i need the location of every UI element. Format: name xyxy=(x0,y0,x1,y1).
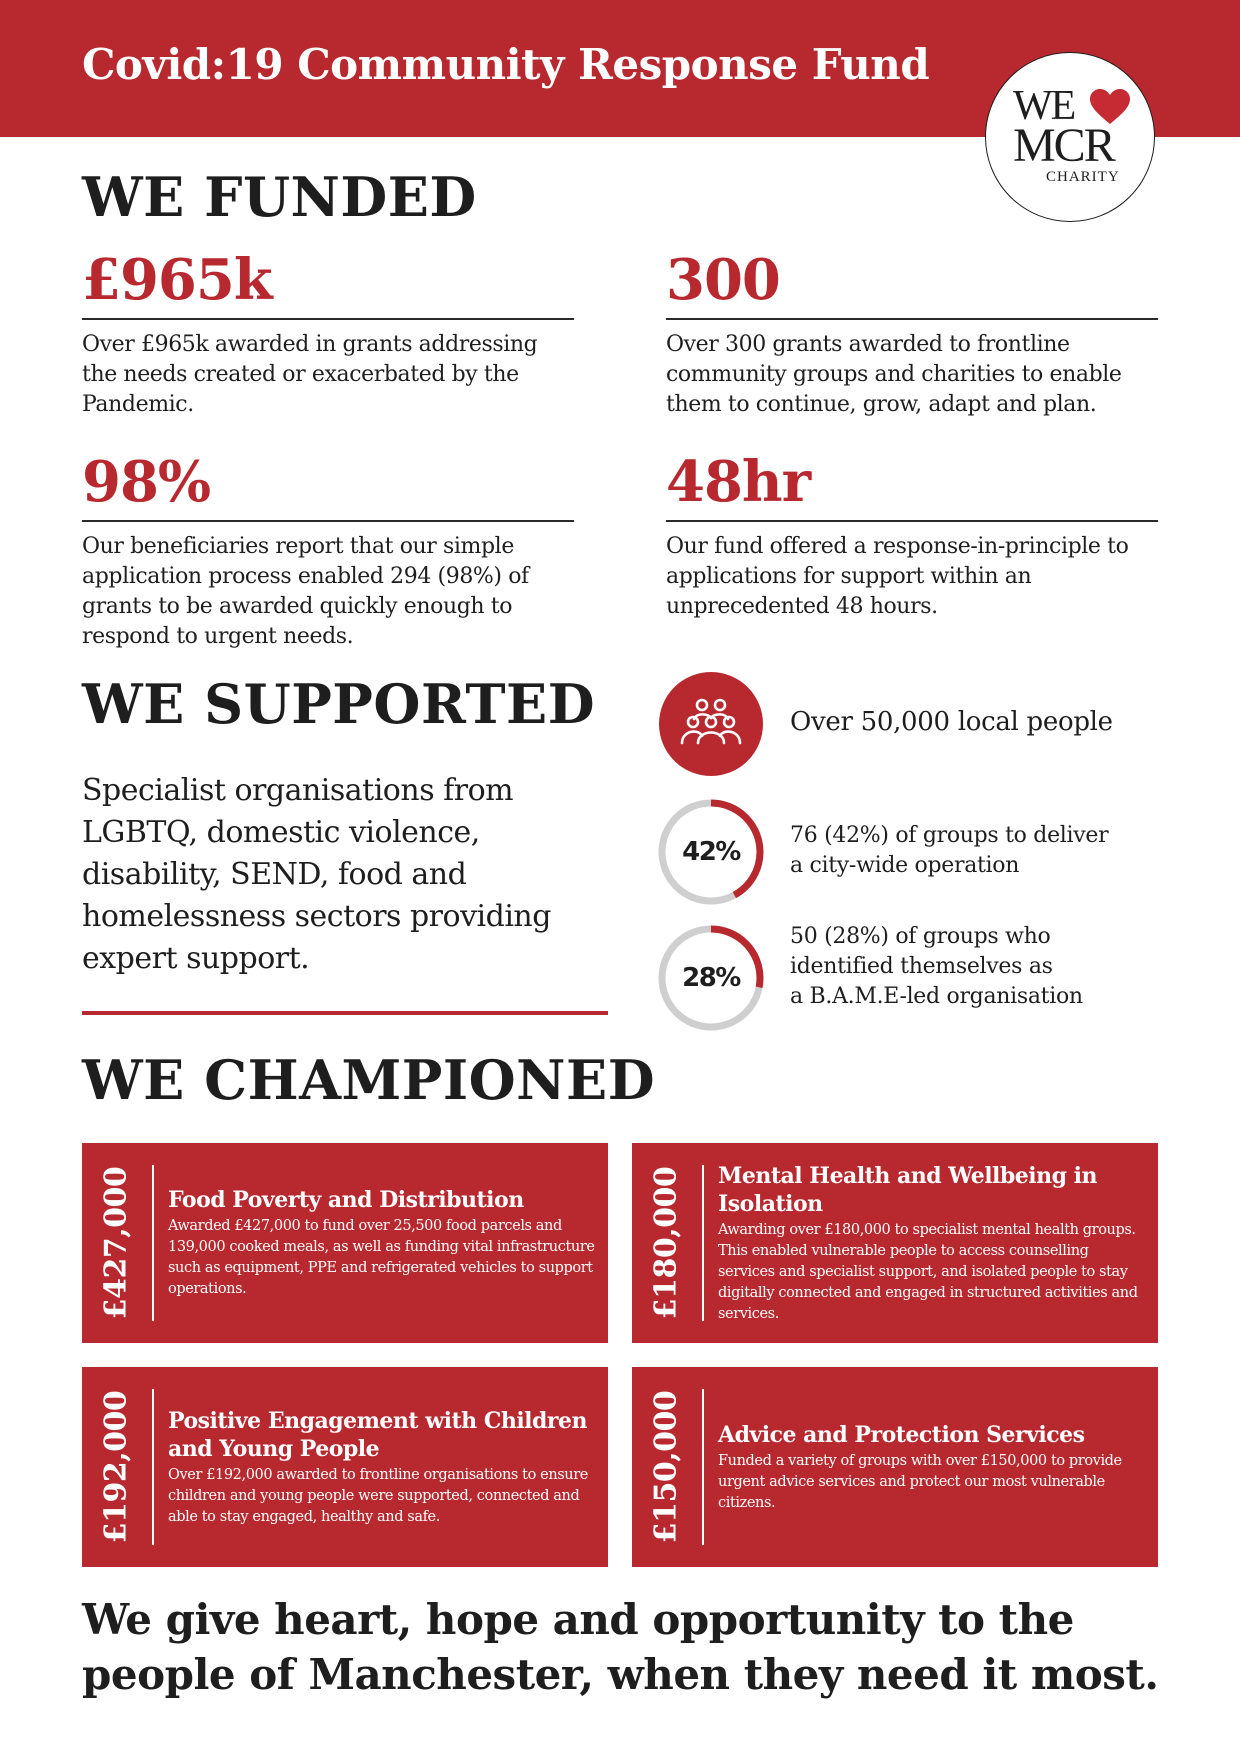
card-description: Awarding over £180,000 to specialist mental health groups. This enabled vulnerable people to access counselling services and specialist support, and isolated people to stay digitally connected and engaged in structured activities and services. xyxy=(718,1221,1138,1322)
card-description: Awarded £427,000 to fund over 25,500 food parcels and 139,000 cooked meals, as well as funding vital infrastructure such as equipment, PPE and refrigerated vehicles to support operations. xyxy=(168,1218,595,1297)
card-body xyxy=(168,1143,596,1343)
reach-text-line: identified themselves as xyxy=(790,954,1053,979)
stat-fast-awards xyxy=(82,449,574,652)
stat-description: Over 300 grants awarded to frontline community groups and charities to enable them to continue, grow, adapt and plan. xyxy=(666,332,1122,417)
footer-tagline: We give heart, hope and opportunity to the people of Manchester, when they need it most. xyxy=(82,1595,1159,1699)
stat-value: 48hr xyxy=(666,449,811,515)
reach-text: Over 50,000 local people xyxy=(790,707,1113,737)
stat-value: 98% xyxy=(82,449,211,515)
card-divider xyxy=(152,1165,154,1321)
stat-divider xyxy=(666,318,1158,320)
percent-label: 42% xyxy=(682,837,740,867)
champion-card-mental-health xyxy=(632,1143,1158,1343)
reach-text-line: a city-wide operation xyxy=(790,853,1020,878)
people-group-icon xyxy=(658,671,764,777)
percent-label: 28% xyxy=(682,963,740,993)
logo-charity-text: CHARITY xyxy=(1046,169,1120,185)
logo-we-text: WE xyxy=(1013,83,1075,129)
champion-card-young-people xyxy=(82,1367,608,1567)
we-love-mcr-logo xyxy=(985,52,1155,222)
we-funded-heading: WE FUNDED xyxy=(82,165,477,229)
page-title: Covid:19 Community Response Fund xyxy=(82,40,930,89)
card-title: Positive Engagement with Children and Young People xyxy=(168,1407,587,1462)
reach-text-line: a B.A.M.E-led organisation xyxy=(790,984,1083,1009)
logo-mcr-text: MCR xyxy=(1013,119,1114,172)
stat-description: Our beneficiaries report that our simple application process enabled 294 (98%) of grants to be awarded quickly enough to respond to urgent needs. xyxy=(82,534,529,649)
card-body xyxy=(718,1143,1146,1343)
stat-value: 300 xyxy=(666,247,780,313)
card-description: Funded a variety of groups with over £150,000 to provide urgent advice services and protect our most vulnerable citizens. xyxy=(718,1452,1122,1511)
card-body xyxy=(718,1367,1146,1567)
stat-grants-count xyxy=(666,247,1158,420)
stat-funds-awarded xyxy=(82,247,574,420)
card-divider xyxy=(152,1389,154,1545)
card-amount: £180,000 xyxy=(648,1166,684,1320)
card-title: Advice and Protection Services xyxy=(718,1421,1085,1448)
we-championed-heading: WE CHAMPIONED xyxy=(82,1048,656,1112)
card-amount: £192,000 xyxy=(98,1390,134,1544)
card-description: Over £192,000 awarded to frontline organisations to ensure children and young people were supported, connected and able to stay engaged, healthy and safe. xyxy=(168,1466,588,1525)
we-supported-heading: WE SUPPORTED xyxy=(82,672,596,736)
stat-response-time xyxy=(666,449,1158,622)
champion-card-food-poverty xyxy=(82,1143,608,1343)
card-amount: £150,000 xyxy=(648,1390,684,1544)
reach-citywide-groups xyxy=(658,799,1178,905)
card-divider xyxy=(702,1389,704,1545)
stat-divider xyxy=(82,318,574,320)
reach-text-line: 76 (42%) of groups to deliver xyxy=(790,823,1109,848)
stat-description: Our fund offered a response-in-principle to applications for support within an unprecedented 48 hours. xyxy=(666,534,1129,619)
reach-bame-groups xyxy=(658,925,1178,1031)
card-amount-wrap xyxy=(82,1143,150,1343)
supported-description: Specialist organisations from LGBTQ, domestic violence, disability, SEND, food and homelessness sectors providing expert support. xyxy=(82,773,551,976)
reach-local-people xyxy=(658,671,1178,777)
stat-divider xyxy=(82,520,574,522)
stat-description: Over £965k awarded in grants addressing the needs created or exacerbated by the Pandemic. xyxy=(82,332,538,417)
reach-text-line: 50 (28%) of groups who xyxy=(790,924,1051,949)
card-amount-wrap xyxy=(632,1367,700,1567)
stat-divider xyxy=(666,520,1158,522)
card-divider xyxy=(702,1165,704,1321)
card-amount-wrap xyxy=(632,1143,700,1343)
section-divider xyxy=(82,1011,608,1015)
card-body xyxy=(168,1367,596,1567)
card-title: Food Poverty and Distribution xyxy=(168,1187,524,1213)
card-title: Mental Health and Wellbeing in Isolation xyxy=(718,1162,1098,1217)
champion-card-advice-protection xyxy=(632,1367,1158,1567)
card-amount-wrap xyxy=(82,1367,150,1567)
card-amount: £427,000 xyxy=(98,1166,134,1320)
stat-value: £965k xyxy=(82,247,272,313)
